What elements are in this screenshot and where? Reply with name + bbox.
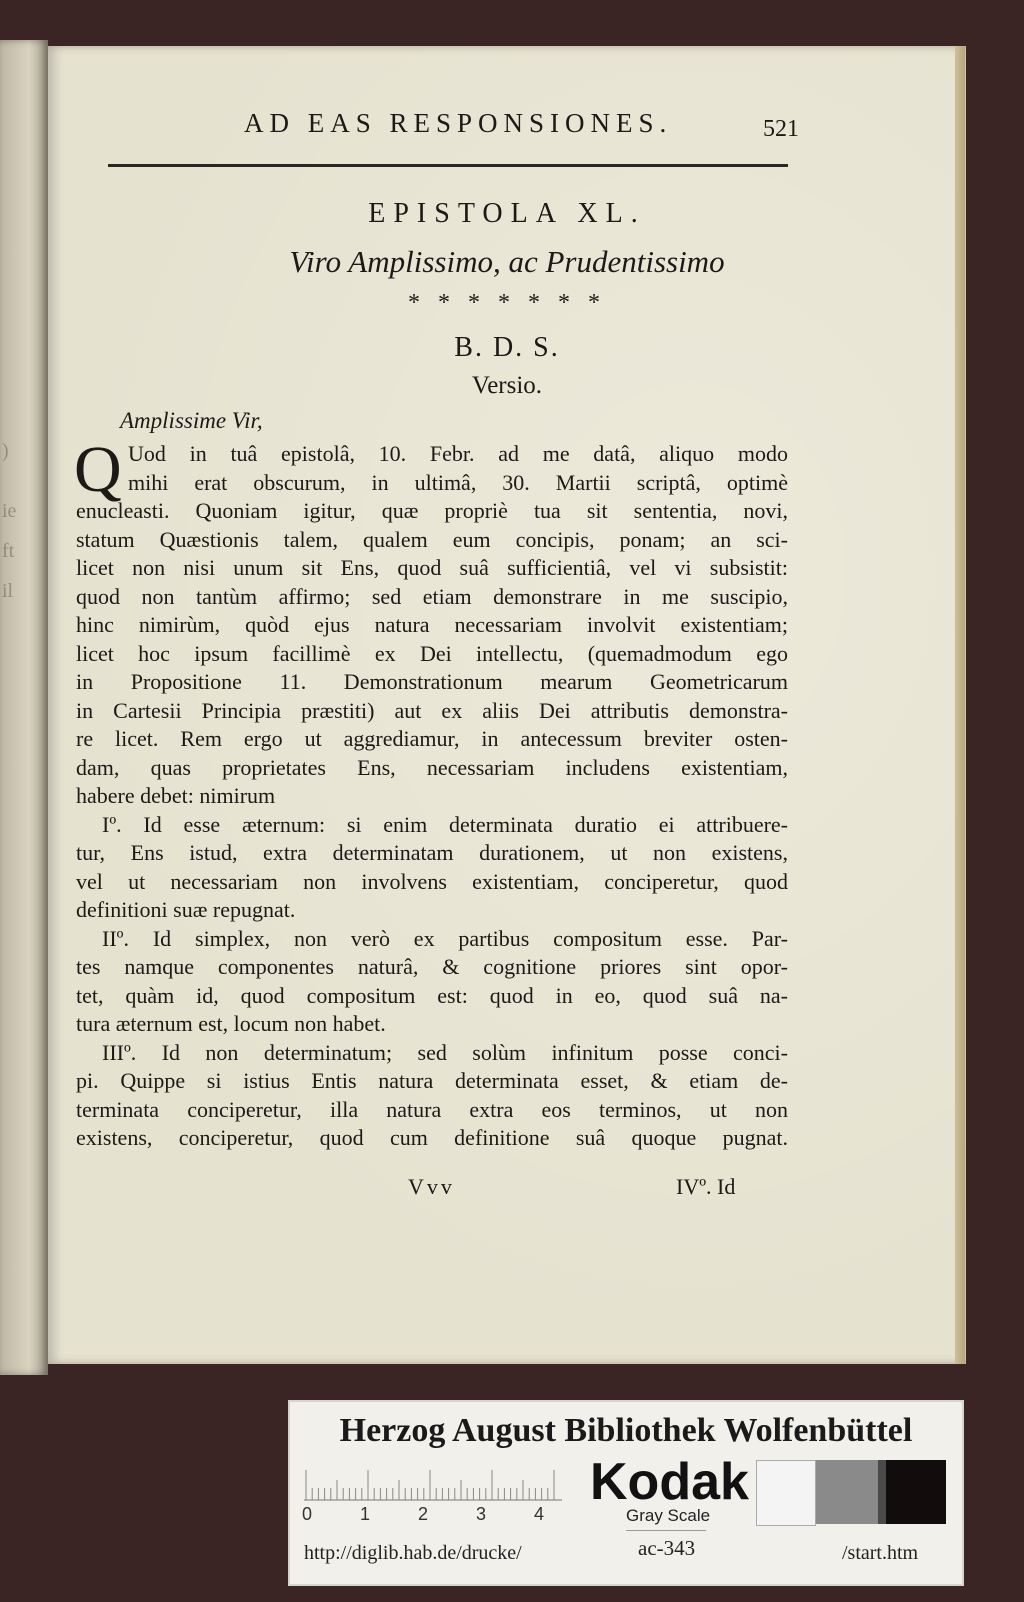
text-line: definitioni suæ repugnat.: [76, 897, 296, 922]
shelf-code: ac-343: [638, 1536, 696, 1560]
text-line: tura æternum est, locum non habet.: [76, 1011, 386, 1036]
gray-scale-label: Gray Scale: [626, 1506, 711, 1525]
bleed-through-mark: ft: [2, 540, 15, 562]
gray-scale-swatches: [756, 1460, 946, 1524]
text-line: IIIº. Id non determinatum; sed solùm infinitum posse conci-: [102, 1039, 788, 1065]
text-line: licet hoc ipsum facillimè ex Dei intellectu, (quemadmodum ego: [76, 640, 788, 666]
swatch-black: [886, 1460, 946, 1524]
header-rule: [108, 164, 788, 167]
text-line: tes namque componentes naturâ, & cognitione priores sint opor-: [76, 954, 788, 979]
text-line: in Propositione 11. Demonstrationum mearum Geometricarum: [76, 669, 788, 694]
page-fore-edge: [955, 46, 965, 1364]
swatch-dark-gray: [878, 1460, 886, 1524]
ruler-label: 2: [418, 1504, 429, 1524]
text-line: Iº. Id esse æternum: si enim determinata duratio ei attribuere-: [102, 811, 788, 837]
bleed-through-mark: ie: [2, 500, 17, 522]
versio-label: Versio.: [471, 372, 543, 399]
signature-mark: Vvv: [408, 1174, 455, 1199]
author-initials: B. D. S.: [454, 332, 560, 363]
library-name: Herzog August Bibliothek Wolfenbüttel: [339, 1412, 913, 1449]
library-card: [288, 1400, 964, 1586]
text-line: enucleasti. Quoniam igitur, quæ propriè tua sit sententia, novi,: [76, 498, 788, 523]
text-line: existens, conciperetur, quod cum definitione suâ quoque pugnat.: [76, 1125, 788, 1150]
swatch-white: [756, 1460, 816, 1526]
library-url[interactable]: http://diglib.hab.de/drucke/: [304, 1542, 522, 1564]
ruler-label: 1: [360, 1504, 371, 1524]
salutation: Amplissime Vir,: [120, 408, 263, 433]
swatch-mid-gray: [816, 1460, 878, 1524]
catchword: IVº. Id: [676, 1174, 736, 1199]
ruler-label: 3: [476, 1504, 487, 1524]
text-line: tet, quàm id, quod compositum est: quod in eo, quod suâ na-: [76, 982, 788, 1008]
ruler-label: 4: [534, 1504, 545, 1524]
page-number: 521: [763, 116, 799, 142]
card-separator: [626, 1530, 706, 1531]
book-page: [48, 46, 966, 1364]
asterisk-row: * * * * * * *: [408, 290, 606, 316]
text-line: quod non tantùm affirmo; sed etiam demonstrare in me suscipio,: [76, 583, 788, 609]
bleed-through-mark: ): [2, 440, 9, 462]
text-line: pi. Quippe si istius Entis natura determinata esset, & etiam de-: [76, 1068, 788, 1093]
letter-body: [74, 433, 788, 1153]
kodak-logo: Kodak: [590, 1453, 749, 1511]
text-line: re licet. Rem ergo ut aggrediamur, in antecessum breviter osten-: [76, 726, 788, 751]
ruler-label: 0: [302, 1504, 313, 1524]
drop-cap: Q: [74, 433, 122, 506]
url-path[interactable]: /start.htm: [842, 1542, 919, 1564]
text-line: Uod in tuâ epistolâ, 10. Febr. ad me datâ, aliquo modo: [128, 441, 788, 466]
text-line: terminata conciperetur, illa natura extra eos terminos, ut non: [76, 1096, 788, 1122]
text-line: tur, Ens istud, extra determinatam durationem, ut non existens,: [76, 840, 788, 865]
text-line: vel ut necessariam non involvens existentiam, conciperetur, quod: [76, 868, 788, 894]
running-head: AD EAS RESPONSIONES.: [244, 108, 673, 138]
text-line: dam, quas proprietates Ens, necessariam includens existentiam,: [76, 754, 788, 780]
text-line: habere debet: nimirum: [76, 783, 276, 808]
left-page-edge: [0, 40, 48, 1375]
scale-ruler: [304, 1462, 562, 1502]
bleed-through-mark: il: [2, 580, 14, 602]
dedication: Viro Amplissimo, ac Prudentissimo: [289, 244, 725, 279]
text-line: mihi erat obscurum, in ultimâ, 30. Martii scriptâ, optimè: [128, 469, 788, 495]
text-line: in Cartesii Principia præstiti) aut ex aliis Dei attributis demonstra-: [76, 697, 788, 723]
text-line: IIº. Id simplex, non verò ex partibus compositum esse. Par-: [102, 925, 788, 951]
letter-heading: EPISTOLA XL.: [368, 198, 646, 229]
text-line: licet non nisi unum sit Ens, quod suâ sufficientiâ, vel vi subsistit:: [76, 555, 788, 580]
text-line: statum Quæstionis talem, qualem eum concipis, ponam; an sci-: [76, 526, 788, 552]
text-line: hinc nimirùm, quòd ejus natura necessariam involvit existentiam;: [76, 612, 788, 637]
